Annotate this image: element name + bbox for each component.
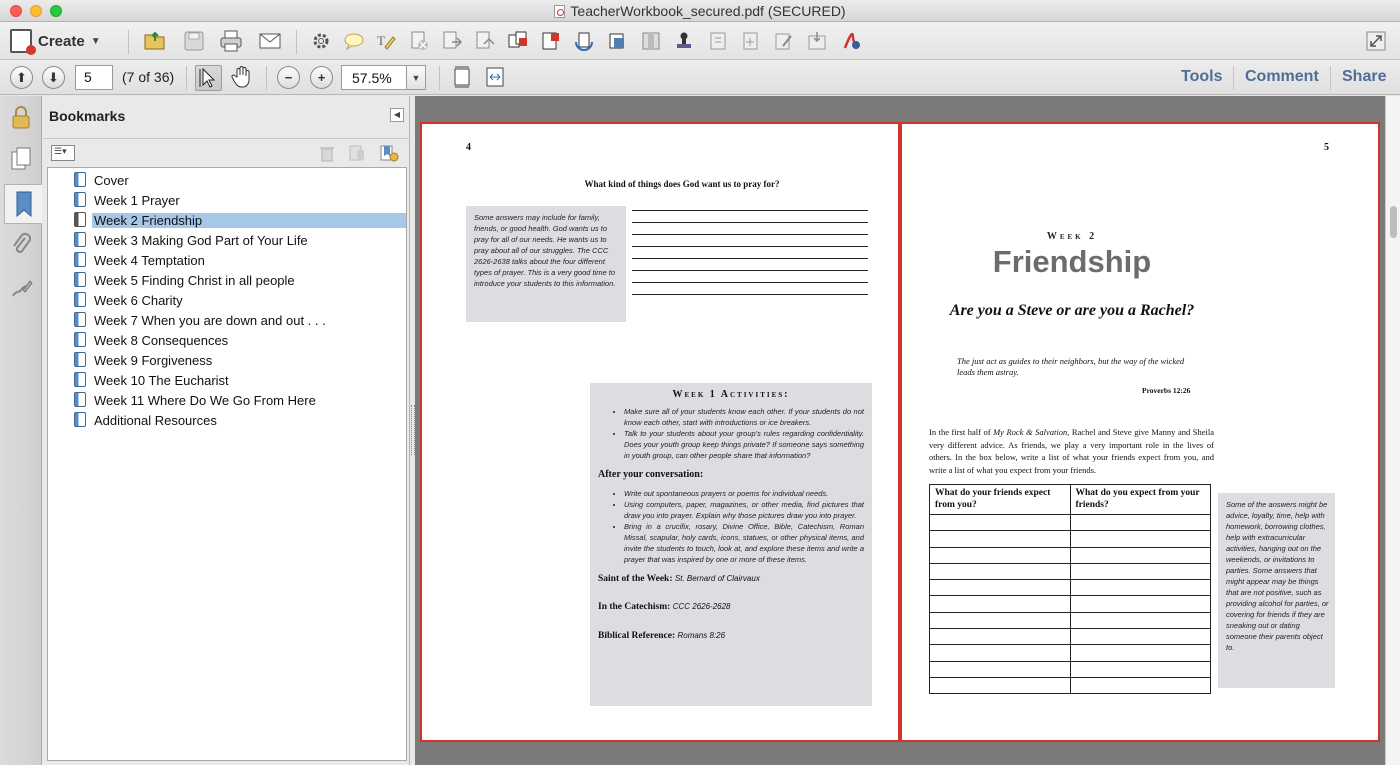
send-button[interactable]	[472, 28, 498, 54]
bookmark-icon	[74, 192, 86, 207]
bookmark-item[interactable]	[48, 170, 406, 190]
svg-text:T: T	[377, 33, 385, 48]
create-label: Create	[38, 32, 85, 50]
table-header-row	[930, 485, 1211, 515]
send-icon	[474, 30, 496, 52]
bookmark-item[interactable]	[48, 330, 406, 350]
table-row	[930, 612, 1211, 628]
minus-icon: −	[284, 70, 293, 85]
week-title: Friendship	[992, 244, 1152, 279]
acrobat-button[interactable]	[838, 28, 864, 54]
bookmark-icon	[74, 352, 86, 367]
answer-line	[632, 282, 868, 283]
table-cell	[1070, 596, 1211, 612]
teacher-note: Some answers may include for family, friends, or good health. God wants us to pray for all of our needs. He wants us to pray about all of our struggles. The CCC 2626-2638 talks about the four different types of prayer. This is a very good time to introduce your students to this information.	[466, 206, 626, 322]
table-row	[930, 677, 1211, 693]
bookmark-label: Week 1 Prayer	[94, 193, 180, 208]
chevron-down-icon: ▼	[411, 73, 421, 83]
edit-text-button[interactable]	[771, 28, 797, 54]
table-cell	[930, 531, 1071, 547]
after-item: • Write out spontaneous prayers or poems for individual needs.	[624, 488, 864, 499]
acrobat-icon	[840, 30, 862, 52]
gear-icon	[311, 31, 331, 51]
bookmark-tree	[47, 167, 407, 761]
vertical-scrollbar[interactable]	[1385, 96, 1400, 765]
after-item: • Using computers, paper, magazines, or other media, find pictures that draw you into prayer. Explain why those pictures draw you into prayer.	[624, 499, 864, 521]
trash-icon	[319, 144, 335, 162]
bookmark-icon	[74, 232, 86, 247]
activities-list	[624, 406, 864, 461]
crop-button[interactable]	[604, 28, 630, 54]
bookmark-icon	[74, 272, 86, 287]
toolbar-divider	[439, 66, 440, 90]
bookmark-item[interactable]	[48, 390, 406, 410]
catechism-label: In the Catechism:	[598, 602, 671, 612]
scripture-source: Proverbs 12:26	[1142, 386, 1191, 395]
bookmark-icon	[74, 212, 86, 227]
catechism-value: CCC 2626-2628	[672, 602, 731, 611]
delete-page-button[interactable]	[406, 28, 432, 54]
email-button[interactable]	[257, 28, 283, 54]
book-title: My Rock & Salvation	[993, 427, 1068, 437]
table-row	[930, 645, 1211, 661]
table-cell	[930, 645, 1071, 661]
save-button[interactable]	[181, 28, 207, 54]
bookmark-icon	[74, 292, 86, 307]
page-number-input[interactable]: 5	[75, 65, 113, 90]
split-button[interactable]	[638, 28, 664, 54]
table-row	[930, 515, 1211, 531]
edit-text-icon	[773, 30, 795, 52]
zoom-dropdown-button[interactable]	[406, 65, 426, 90]
table-cell	[1070, 677, 1211, 693]
table-row	[930, 563, 1211, 579]
bookmark-settings-icon	[379, 144, 399, 162]
chevron-down-icon: ▼	[90, 35, 101, 47]
open-button[interactable]	[142, 28, 168, 54]
save-icon	[183, 30, 205, 52]
intro-text-start: In the first half of	[929, 427, 994, 437]
expand-icon	[1365, 30, 1387, 52]
rotate-pages-icon	[573, 30, 595, 52]
activity-item: • Talk to your students about your group's rules regarding confidentiality. Does your youth group keep things private? If someone says something in youth group, can other people share that information?	[624, 428, 864, 461]
activity-item: • Make sure all of your students know each other. If your students do not know each other, start with introductions or ice breakers.	[624, 406, 864, 428]
saint-value: St. Bernard of Clairvaux	[674, 574, 760, 583]
new-bookmark-button[interactable]	[348, 144, 366, 167]
table-cell	[930, 515, 1071, 531]
bookmark-label: Week 8 Consequences	[94, 333, 229, 348]
main-toolbar	[0, 22, 1400, 60]
bookmark-item[interactable]	[48, 410, 406, 430]
zoom-in-button[interactable]	[310, 66, 333, 89]
table-cell	[930, 612, 1071, 628]
email-icon	[258, 31, 282, 51]
pdf-page-right	[900, 122, 1380, 742]
signature-pen-icon	[9, 276, 33, 302]
full-screen-button[interactable]	[1363, 28, 1389, 54]
bookmarks-panel	[43, 96, 410, 765]
answer-line	[632, 246, 868, 247]
teacher-note: Some of the answers might be advice, loyalty, time, help with homework, borrowing clothes, help with extracurricular activities, hanging out on the weekends, or invitations to parties. Some answers that might appear may be things that are not positive, such as providing alcohol for parties, or covering for friends if they are sneaking out or dating someone their parents object to.	[1218, 493, 1335, 688]
table-cell	[930, 563, 1071, 579]
bookmark-item[interactable]	[48, 370, 406, 390]
bookmark-label: Week 3 Making God Part of Your Life	[94, 233, 308, 248]
stamp-button[interactable]	[671, 28, 697, 54]
fit-width-button[interactable]	[482, 64, 508, 90]
table-cell	[1070, 612, 1211, 628]
highlight-text-icon	[375, 31, 397, 51]
column-header: What do you expect from your friends?	[1070, 485, 1211, 515]
bookmark-item[interactable]	[48, 270, 406, 290]
share-pane-button[interactable]: Share	[1342, 68, 1387, 85]
delete-page-icon	[408, 30, 430, 52]
bookmarks-toolbar	[43, 138, 410, 166]
after-item: • Bring in a crucifix, rosary, Divine Office, Bible, Catechism, Roman Missal, scapular, holy cards, icons, statues, or other physical items, and invite the students to touch, look at, and explore these items and write a prayer that was inspired by one or more of these items.	[624, 521, 864, 565]
add-bookmark-icon	[348, 144, 366, 162]
answer-line	[632, 234, 868, 235]
bookmarks-title: Bookmarks	[49, 108, 126, 124]
biblical-reference	[598, 631, 864, 641]
print-icon	[219, 30, 243, 52]
toolbar-divider	[296, 30, 297, 54]
answer-line	[632, 294, 868, 295]
answer-line	[632, 222, 868, 223]
bookmark-icon	[74, 252, 86, 267]
table-row	[930, 629, 1211, 645]
window-title: TeacherWorkbook_secured.pdf (SECURED)	[570, 3, 846, 19]
split-document-icon	[640, 30, 662, 52]
bookmarks-panel-button[interactable]	[4, 184, 42, 224]
toolbar-divider	[266, 66, 267, 90]
answer-line	[632, 210, 868, 211]
arrow-down-icon: ⬇	[48, 69, 59, 85]
toolbar-divider	[186, 66, 187, 90]
add-file-button[interactable]	[738, 28, 764, 54]
paperclip-icon	[10, 232, 32, 258]
create-button[interactable]	[10, 27, 101, 55]
settings-button[interactable]	[308, 28, 334, 54]
page-thumbnails-button[interactable]	[6, 142, 36, 176]
cursor-arrow-icon	[196, 66, 221, 90]
table-cell	[930, 629, 1071, 645]
saint-of-week	[598, 574, 864, 584]
bookmark-icon	[74, 332, 86, 347]
bookmark-label: Additional Resources	[94, 413, 217, 428]
title-bar	[0, 0, 1400, 22]
select-tool-button[interactable]	[195, 65, 222, 91]
delete-bookmark-button[interactable]	[319, 144, 335, 167]
fit-width-icon	[484, 65, 506, 89]
tools-pane-button[interactable]: Tools	[1181, 68, 1223, 85]
bookmark-item[interactable]	[48, 310, 406, 330]
insert-page-button[interactable]	[538, 28, 564, 54]
page-count-label: (7 of 36)	[122, 69, 175, 85]
bookmark-label: Week 9 Forgiveness	[94, 353, 213, 368]
table-row	[930, 531, 1211, 547]
combine-button[interactable]	[505, 28, 531, 54]
security-panel-button[interactable]	[6, 100, 36, 134]
table-cell	[1070, 580, 1211, 596]
table-cell	[930, 677, 1071, 693]
bookmark-label: Week 4 Temptation	[94, 253, 205, 268]
zoom-level-input[interactable]: 57.5%	[341, 65, 407, 90]
toolbar-divider	[1233, 66, 1234, 90]
open-folder-icon	[143, 30, 167, 52]
table-row	[930, 580, 1211, 596]
table-row	[930, 661, 1211, 677]
bookmark-item[interactable]	[48, 230, 406, 250]
crop-icon	[606, 30, 628, 52]
saint-label: Saint of the Week:	[598, 574, 673, 584]
table-cell	[1070, 629, 1211, 645]
after-conversation-list	[624, 488, 864, 565]
pdf-page-left	[420, 122, 900, 742]
bookmark-icon	[74, 412, 86, 427]
sticky-note-button[interactable]	[341, 28, 367, 54]
intro-paragraph	[929, 426, 1214, 476]
bookmark-label: Week 10 The Eucharist	[94, 373, 229, 388]
hand-icon	[231, 65, 253, 89]
bookmark-label: Week 7 When you are down and out . . .	[94, 313, 326, 328]
column-header: What do your friends expect from you?	[930, 485, 1071, 515]
signatures-panel-button[interactable]	[6, 272, 36, 306]
navigation-pane-strip	[0, 96, 42, 765]
highlight-button[interactable]	[373, 28, 399, 54]
answer-line	[632, 270, 868, 271]
bookmark-icon	[74, 312, 86, 327]
bookmark-item[interactable]	[48, 290, 406, 310]
intro-text-end: , Rachel and Steve give Manny and Sheila very different advice. As friends, we play a very important role in the lives of others. In the box below, write a list of what your friends expect from you, and write a list of what you expect from your friends.	[929, 427, 1215, 475]
comment-icon	[343, 31, 365, 51]
bookmark-item[interactable]	[48, 190, 406, 210]
bookmark-icon	[13, 190, 35, 218]
bookmark-item[interactable]	[48, 350, 406, 370]
document-view	[415, 96, 1385, 765]
zoom-out-button[interactable]	[277, 66, 300, 89]
after-conversation-heading: After your conversation:	[598, 469, 704, 480]
fit-page-button[interactable]	[449, 64, 475, 90]
table-cell	[1070, 563, 1211, 579]
page-number: 4	[466, 142, 471, 153]
bookmark-item[interactable]	[48, 210, 406, 230]
toolbar-divider	[1330, 66, 1331, 90]
export-button[interactable]	[439, 28, 465, 54]
page-thumbnails-icon	[10, 146, 32, 172]
rotate-button[interactable]	[571, 28, 597, 54]
table-cell	[1070, 515, 1211, 531]
table-cell	[1070, 531, 1211, 547]
pdf-file-icon	[554, 5, 565, 18]
chevron-left-icon: ◀	[393, 110, 401, 119]
combine-files-icon	[507, 30, 529, 52]
toolbar-divider	[128, 30, 129, 54]
table-cell	[1070, 645, 1211, 661]
bookmark-properties-button[interactable]	[379, 144, 399, 167]
collapse-panel-button[interactable]	[390, 108, 404, 122]
scripture-quote: The just act as guides to their neighbors, but the way of the wicked leads them astray.	[957, 356, 1185, 377]
attach-file-icon	[707, 30, 729, 52]
fill-sign-button[interactable]	[804, 28, 830, 54]
create-pdf-icon	[10, 29, 32, 53]
page-number: 5	[1324, 142, 1329, 153]
page-subtitle: Are you a Steve or are you a Rachel?	[949, 302, 1195, 319]
bookmark-icon	[74, 172, 86, 187]
bookmark-item[interactable]	[48, 250, 406, 270]
insert-page-icon	[540, 30, 562, 52]
next-page-button[interactable]	[42, 66, 65, 89]
window-title-wrap	[0, 3, 1400, 19]
biblical-label: Biblical Reference:	[598, 631, 676, 641]
previous-page-button[interactable]	[10, 66, 33, 89]
add-file-icon	[740, 30, 762, 52]
navigation-toolbar	[0, 60, 1400, 95]
table-cell	[930, 547, 1071, 563]
print-button[interactable]	[218, 28, 244, 54]
arrow-up-icon: ⬆	[16, 69, 27, 85]
hand-tool-button[interactable]	[229, 64, 255, 90]
activities-box	[590, 383, 872, 706]
bookmark-label: Week 5 Finding Christ in all people	[94, 273, 295, 288]
fit-page-icon	[451, 65, 473, 89]
expectations-table	[929, 484, 1211, 694]
table-cell	[930, 580, 1071, 596]
bookmark-icon	[74, 372, 86, 387]
bookmark-label: Cover	[94, 173, 129, 188]
fill-sign-icon	[806, 30, 828, 52]
question-heading: What kind of things does God want us to pray for?	[584, 179, 780, 189]
activities-title: Week 1 Activities:	[672, 389, 790, 400]
table-cell	[1070, 547, 1211, 563]
list-options-icon: ☰▾	[54, 146, 67, 156]
bookmark-label: Week 6 Charity	[94, 293, 183, 308]
plus-icon: +	[317, 70, 326, 85]
table-row	[930, 596, 1211, 612]
export-icon	[441, 30, 463, 52]
stamp-icon	[673, 30, 695, 52]
answer-line	[632, 258, 868, 259]
bookmark-label: Week 11 Where Do We Go From Here	[94, 393, 316, 408]
lock-icon	[10, 104, 32, 130]
options-menu-button[interactable]	[51, 145, 75, 161]
table-cell	[1070, 661, 1211, 677]
biblical-value: Romans 8:26	[677, 631, 726, 640]
attach-button[interactable]	[705, 28, 731, 54]
bookmark-icon	[74, 392, 86, 407]
bookmark-label: Week 2 Friendship	[92, 213, 406, 228]
scrollbar-thumb[interactable]	[1390, 206, 1397, 238]
catechism-reference	[598, 602, 864, 612]
attachments-panel-button[interactable]	[6, 228, 36, 262]
comment-pane-button[interactable]: Comment	[1245, 68, 1319, 85]
table-cell	[930, 661, 1071, 677]
week-label: Week 2	[1046, 231, 1098, 242]
table-body	[930, 515, 1211, 694]
table-row	[930, 547, 1211, 563]
table-cell	[930, 596, 1071, 612]
